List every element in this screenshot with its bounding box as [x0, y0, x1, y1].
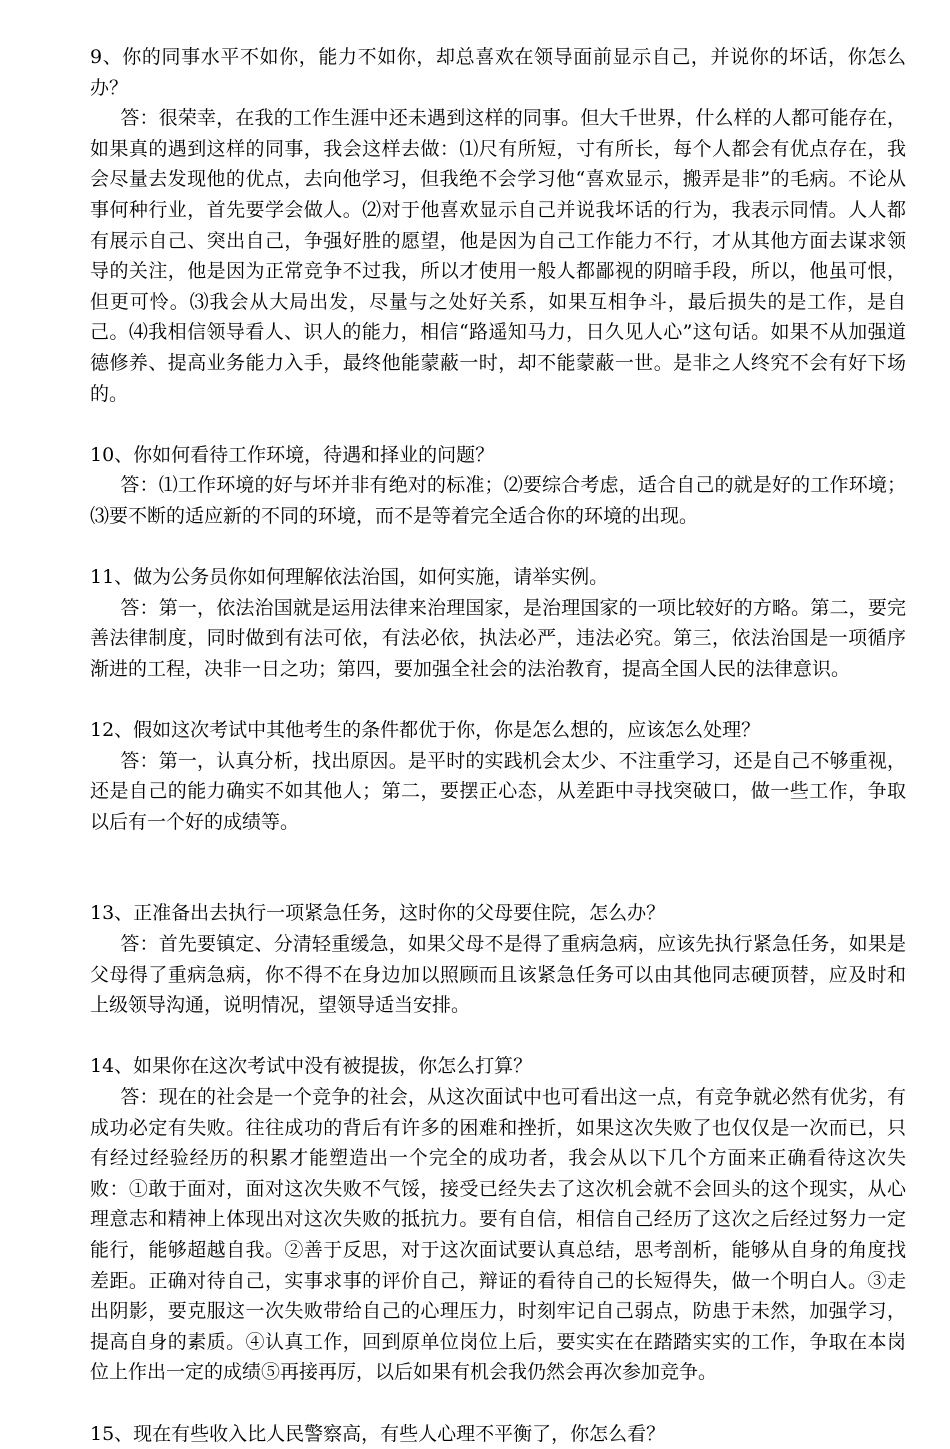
answer-11: 答：第一，依法治国就是运用法律来治理国家，是治理国家的一项比较好的方略。第二，要完善法律制度，同时做到有法可依，有法必依，执法必严，违法必究。第三，依法治国是一项循序渐进的工程，决非一日之功；第四，要加强全社会的法治教育，提高全国人民的法律意识。: [90, 596, 906, 680]
question-13: 13、正准备出去执行一项紧急任务，这时你的父母要住院，怎么办？: [90, 902, 666, 925]
paragraph-gap: [90, 532, 906, 563]
question-14: 14、如果你在这次考试中没有被提拔，你怎么打算？: [90, 1055, 533, 1078]
question-15: 15、现在有些收入比人民警察高，有些人心理不平衡了，你怎么看？: [90, 1422, 666, 1445]
question-9: 9、你的同事水平不如你，能力不如你，却总喜欢在领导面前显示自己，并说你的坏话，你怎么办？: [90, 46, 906, 99]
paragraph-gap: [90, 684, 906, 715]
document-page: [90, 42, 906, 1449]
paragraph-gap: [90, 1021, 906, 1052]
paragraph-gap: [90, 837, 906, 898]
answer-12: 答：第一，认真分析，找出原因。是平时的实践机会太少、不注重学习，还是自己不够重视，还是自己的能力确实不如其他人；第二，要摆正心态，从差距中寻找突破口，做一些工作，争取以后有一个好的成绩等。: [90, 749, 906, 833]
answer-13: 答：首先要镇定、分清轻重缓急，如果父母不是得了重病急病，应该先执行紧急任务，如果是父母得了重病急病，你不得不在身边加以照顾而且该紧急任务可以由其他同志硬顶替，应及时和上级领导沟通，说明情况，望领导适当安排。: [90, 933, 906, 1017]
qa-item-11: [90, 562, 906, 684]
paragraph-gap: [90, 1388, 906, 1419]
qa-item-13: [90, 898, 906, 1020]
qa-item-14: [90, 1051, 906, 1388]
paragraph-gap: [90, 409, 906, 440]
question-11: 11、做为公务员你如何理解依法治国，如何实施，请举实例。: [90, 566, 609, 589]
qa-item-15: [90, 1419, 906, 1449]
question-10: 10、你如何看待工作环境，待遇和择业的问题？: [90, 443, 495, 466]
answer-9: 答：很荣幸，在我的工作生涯中还未遇到这样的同事。但大千世界，什么样的人都可能存在，如果真的遇到这样的同事，我会这样去做：⑴尺有所短，寸有所长，每个人都会有优点存在，我会尽量去发现他的优点，去向他学习，但我绝不会学习他“喜欢显示，搬弄是非”的毛病。不论从事何种行业，首先要学会做人。⑵对于他喜欢显示自己并说我坏话的行为，我表示同情。人人都有展示自己、突出自己，争强好胜的愿望，他是因为自己工作能力不行，才从其他方面去谋求领导的关注，他是因为正常竞争不过我，所以才使用一般人都鄙视的阴暗手段，所以，他虽可恨，但更可怜。⑶我会从大局出发，尽量与之处好关系，如果互相争斗，最后损失的是工作，是自己。⑷我相信领导看人、识人的能力，相信“路遥知马力，日久见人心”这句话。如果不从加强道德修养、提高业务能力入手，最终他能蒙蔽一时，却不能蒙蔽一世。是非之人终究不会有好下场的。: [90, 107, 906, 405]
answer-10: 答：⑴工作环境的好与坏并非有绝对的标准；⑵要综合考虑，适合自己的就是好的工作环境；⑶要不断的适应新的不同的环境，而不是等着完全适合你的环境的出现。: [90, 474, 906, 527]
question-12: 12、假如这次考试中其他考生的条件都优于你，你是怎么想的，应该怎么处理？: [90, 719, 761, 742]
qa-item-10: [90, 440, 906, 532]
qa-item-9: [90, 42, 906, 409]
answer-14: 答：现在的社会是一个竞争的社会，从这次面试中也可看出这一点，有竞争就必然有优劣，有成功必定有失败。往往成功的背后有许多的困难和挫折，如果这次失败了也仅仅是一次而已，只有经过经验经历的积累才能塑造出一个完全的成功者，我会从以下几个方面来正确看待这次失败：①敢于面对，面对这次失败不气馁，接受已经失去了这次机会就不会回头的这个现实，从心理意志和精神上体现出对这次失败的抵抗力。要有自信，相信自己经历了这次之后经过努力一定能行，能够超越自我。②善于反思，对于这次面试要认真总结，思考剖析，能够从自身的角度找差距。正确对待自己，实事求事的评价自己，辩证的看待自己的长短得失，做一个明白人。③走出阴影，要克服这一次失败带给自己的心理压力，时刻牢记自己弱点，防患于未然，加强学习，提高自身的素质。④认真工作，回到原单位岗位上后，要实实在在踏踏实实的工作，争取在本岗位上作出一定的成绩⑤再接再厉，以后如果有机会我仍然会再次参加竞争。: [90, 1086, 906, 1384]
qa-item-12: [90, 715, 906, 837]
